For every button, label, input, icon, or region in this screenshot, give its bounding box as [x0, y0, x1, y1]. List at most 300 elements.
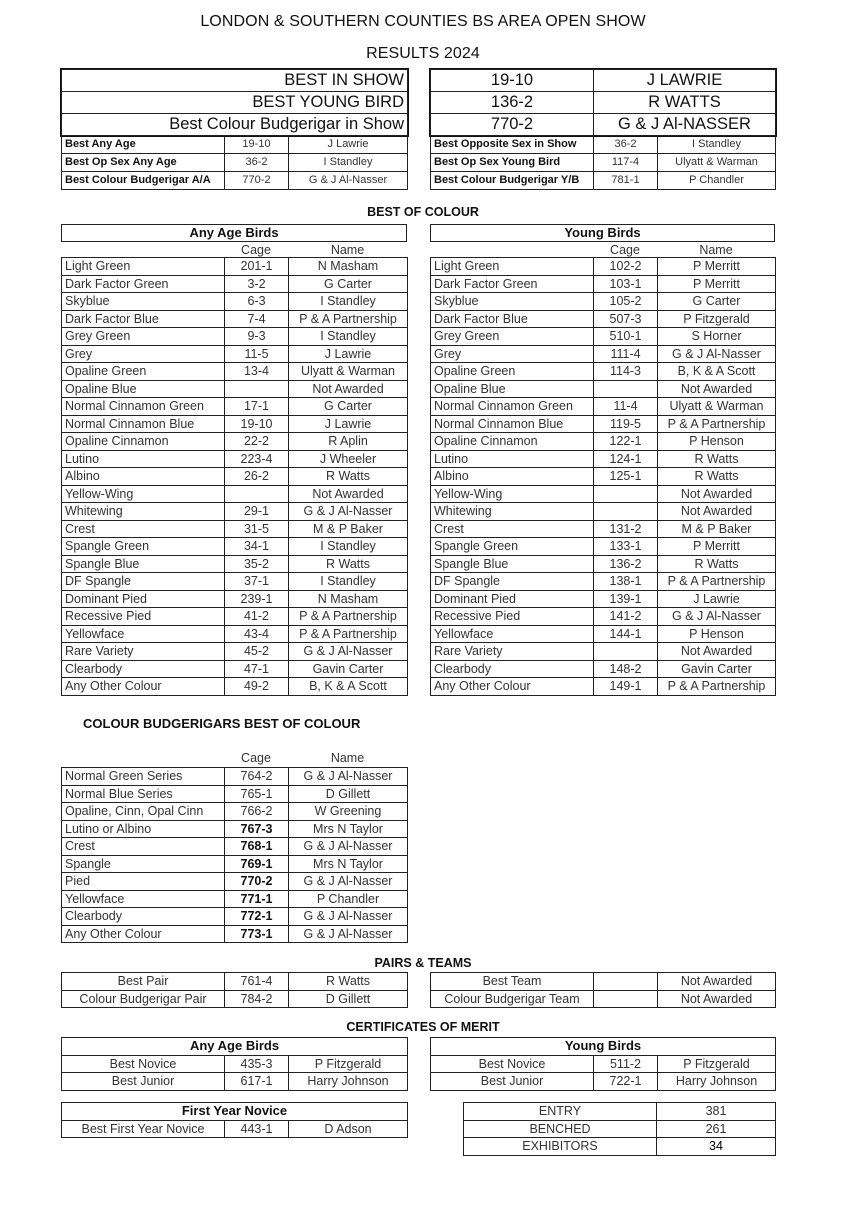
- colour-row: [62, 258, 408, 276]
- award-label: Best Junior: [62, 1073, 225, 1091]
- colour-label: Pied: [62, 873, 225, 891]
- certificates-any-age-heading: Any Age Birds: [62, 1038, 408, 1056]
- colour-label: Recessive Pied: [431, 608, 594, 626]
- exhibitor-name: J LAWRIE: [594, 70, 776, 92]
- cage-number: 105-2: [594, 293, 658, 311]
- exhibitor-name: J Lawrie: [289, 345, 408, 363]
- page-title: LONDON & SOUTHERN COUNTIES BS AREA OPEN SHOW: [200, 13, 646, 30]
- exhibitor-name: G Carter: [658, 293, 776, 311]
- exhibitor-name: Ulyatt & Warman: [658, 154, 776, 172]
- colour-label: Any Other Colour: [62, 925, 225, 943]
- colour-label: Crest: [62, 520, 225, 538]
- colour-row: [62, 485, 408, 503]
- exhibitor-name: J Lawrie: [658, 590, 776, 608]
- stat-value: 261: [657, 1120, 776, 1138]
- exhibitor-name: I Standley: [289, 573, 408, 591]
- pair-row: [62, 973, 408, 991]
- exhibitor-name: G & J Al-Nasser: [658, 608, 776, 626]
- exhibitor-name: R Watts: [658, 450, 776, 468]
- colour-row: [431, 555, 776, 573]
- cage-number: 766-2: [225, 803, 289, 821]
- colour-row: [62, 925, 408, 943]
- certificate-row: [431, 1073, 776, 1091]
- colour-label: Opaline, Cinn, Opal Cinn: [62, 803, 225, 821]
- colour-row: [62, 293, 408, 311]
- minor-award-row: [431, 136, 776, 154]
- minor-award-row: [62, 136, 408, 154]
- cage-number: 29-1: [225, 503, 289, 521]
- colour-row: [62, 873, 408, 891]
- exhibitor-name: R Watts: [658, 555, 776, 573]
- colour-label: Spangle Blue: [431, 555, 594, 573]
- exhibitor-name: Harry Johnson: [658, 1073, 776, 1091]
- cage-number: 764-2: [225, 768, 289, 786]
- colour-row: [431, 590, 776, 608]
- name-column-header: Name: [330, 243, 365, 257]
- award-label: Best Colour Budgerigar Y/B: [431, 172, 594, 190]
- cage-number: 45-2: [225, 643, 289, 661]
- cage-number: 114-3: [594, 363, 658, 381]
- stat-label: ENTRY: [464, 1103, 657, 1121]
- award-label: Best Any Age: [62, 136, 225, 154]
- exhibitor-name: G & J Al-Nasser: [289, 643, 408, 661]
- cage-number: 771-1: [225, 890, 289, 908]
- any-age-heading: Any Age Birds: [61, 224, 407, 242]
- certificates-any-age-table: [61, 1037, 408, 1091]
- colour-row: [431, 573, 776, 591]
- colour-label: Grey: [431, 345, 594, 363]
- colour-label: Grey: [62, 345, 225, 363]
- cage-number: 47-1: [225, 660, 289, 678]
- colour-label: DF Spangle: [62, 573, 225, 591]
- colour-label: Dominant Pied: [431, 590, 594, 608]
- cage-number: 49-2: [225, 678, 289, 696]
- award-label: Best Novice: [62, 1055, 225, 1073]
- major-award-row: [62, 92, 408, 114]
- colour-row: [62, 503, 408, 521]
- exhibitor-name: Not Awarded: [289, 380, 408, 398]
- major-awards-left-table: [61, 69, 408, 136]
- award-label: BEST YOUNG BIRD: [62, 92, 408, 114]
- cage-number: [594, 973, 658, 991]
- colour-row: [431, 503, 776, 521]
- cage-number: [594, 990, 658, 1008]
- colour-row: [62, 433, 408, 451]
- cage-number: 111-4: [594, 345, 658, 363]
- cage-number: 435-3: [225, 1055, 289, 1073]
- certificate-row: [62, 1120, 408, 1138]
- cage-number: 149-1: [594, 678, 658, 696]
- exhibitor-name: P Merritt: [658, 275, 776, 293]
- cage-number: 770-2: [431, 114, 594, 136]
- exhibitor-name: Not Awarded: [289, 485, 408, 503]
- colour-label: Lutino: [62, 450, 225, 468]
- certificates-young-table: [430, 1037, 776, 1091]
- colour-label: Crest: [62, 838, 225, 856]
- colour-label: Light Green: [431, 258, 594, 276]
- exhibitor-name: G & J Al-Nasser: [289, 768, 408, 786]
- colour-label: Yellowface: [431, 625, 594, 643]
- colour-row: [431, 258, 776, 276]
- any-age-colour-table: [61, 257, 408, 696]
- colour-label: Recessive Pied: [62, 608, 225, 626]
- colour-row: [431, 608, 776, 626]
- award-label: Best Junior: [431, 1073, 594, 1091]
- exhibitor-name: P & A Partnership: [289, 625, 408, 643]
- cage-column-header: Cage: [610, 243, 640, 257]
- young-best-of-colour: [430, 224, 775, 258]
- major-award-row: [62, 70, 408, 92]
- exhibitor-name: P & A Partnership: [289, 608, 408, 626]
- exhibitor-name: P Henson: [658, 625, 776, 643]
- colour-row: [62, 625, 408, 643]
- colour-label: Whitewing: [62, 503, 225, 521]
- cage-column-header: Cage: [241, 751, 271, 765]
- cage-number: 617-1: [225, 1073, 289, 1091]
- cage-number: 770-2: [225, 172, 289, 190]
- cage-number: 3-2: [225, 275, 289, 293]
- certificate-row: [62, 1055, 408, 1073]
- exhibitor-name: Harry Johnson: [289, 1073, 408, 1091]
- exhibitor-name: S Horner: [658, 328, 776, 346]
- first-year-novice-table: [61, 1102, 408, 1138]
- stat-row: [464, 1120, 776, 1138]
- colour-label: Spangle Blue: [62, 555, 225, 573]
- award-label: Best Colour Budgerigar A/A: [62, 172, 225, 190]
- minor-award-row: [62, 172, 408, 190]
- colour-row: [62, 678, 408, 696]
- cage-number: 148-2: [594, 660, 658, 678]
- award-label: Colour Budgerigar Team: [431, 990, 594, 1008]
- colour-row: [431, 433, 776, 451]
- exhibitor-name: R Watts: [289, 973, 408, 991]
- exhibitor-name: Not Awarded: [658, 973, 776, 991]
- colour-budgerigars-heading: COLOUR BUDGERIGARS BEST OF COLOUR: [83, 716, 361, 731]
- colour-label: Opaline Green: [62, 363, 225, 381]
- cage-number: 103-1: [594, 275, 658, 293]
- teams-table: [430, 972, 776, 1008]
- exhibitor-name: P Fitzgerald: [289, 1055, 408, 1073]
- colour-label: Spangle: [62, 855, 225, 873]
- colour-label: Spangle Green: [431, 538, 594, 556]
- minor-award-row: [431, 154, 776, 172]
- exhibitor-name: G & J Al-NASSER: [594, 114, 776, 136]
- cage-number: 41-2: [225, 608, 289, 626]
- colour-row: [62, 363, 408, 381]
- cage-number: 117-4: [594, 154, 658, 172]
- cage-number: 6-3: [225, 293, 289, 311]
- cage-number: 767-3: [225, 820, 289, 838]
- cage-number: 773-1: [225, 925, 289, 943]
- colour-label: Normal Cinnamon Green: [62, 398, 225, 416]
- colour-row: [431, 643, 776, 661]
- colour-row: [431, 310, 776, 328]
- stat-label: BENCHED: [464, 1120, 657, 1138]
- colour-row: [62, 908, 408, 926]
- cage-number: 11-5: [225, 345, 289, 363]
- colour-row: [431, 678, 776, 696]
- award-label: Best Op Sex Any Age: [62, 154, 225, 172]
- minor-awards-left-table: [61, 135, 408, 190]
- cage-number: 781-1: [594, 172, 658, 190]
- award-label: Colour Budgerigar Pair: [62, 990, 225, 1008]
- colour-label: Grey Green: [62, 328, 225, 346]
- colour-label: Clearbody: [62, 660, 225, 678]
- exhibitor-name: I Standley: [289, 328, 408, 346]
- name-column-header: Name: [699, 243, 733, 257]
- cage-number: 35-2: [225, 555, 289, 573]
- stat-value: 34: [657, 1138, 776, 1156]
- major-award-row: [62, 114, 408, 136]
- certificates-young-heading: Young Birds: [431, 1038, 776, 1056]
- exhibitor-name: G & J Al-Nasser: [289, 172, 408, 190]
- colour-row: [62, 380, 408, 398]
- exhibitor-name: B, K & A Scott: [658, 363, 776, 381]
- colour-label: Dark Factor Blue: [431, 310, 594, 328]
- colour-label: Lutino: [431, 450, 594, 468]
- colour-row: [431, 468, 776, 486]
- exhibitor-name: M & P Baker: [658, 520, 776, 538]
- exhibitor-name: Not Awarded: [658, 503, 776, 521]
- colour-label: Yellowface: [62, 625, 225, 643]
- cage-number: 19-10: [225, 415, 289, 433]
- colour-row: [431, 293, 776, 311]
- colour-row: [431, 328, 776, 346]
- exhibitor-name: J Lawrie: [289, 136, 408, 154]
- cage-number: [594, 380, 658, 398]
- colour-row: [431, 363, 776, 381]
- colour-label: Normal Cinnamon Green: [431, 398, 594, 416]
- exhibitor-name: G & J Al-Nasser: [289, 873, 408, 891]
- pairs-table: [61, 972, 408, 1008]
- exhibitor-name: R Watts: [289, 555, 408, 573]
- colour-label: Rare Variety: [62, 643, 225, 661]
- exhibitor-name: G Carter: [289, 275, 408, 293]
- colour-row: [62, 468, 408, 486]
- cage-number: 7-4: [225, 310, 289, 328]
- cage-number: [225, 485, 289, 503]
- cage-number: 19-10: [431, 70, 594, 92]
- colour-label: Normal Blue Series: [62, 785, 225, 803]
- cage-number: 124-1: [594, 450, 658, 468]
- colour-label: Rare Variety: [431, 643, 594, 661]
- cage-number: 136-2: [594, 555, 658, 573]
- colour-row: [62, 573, 408, 591]
- exhibitor-name: G Carter: [289, 398, 408, 416]
- colour-row: [62, 275, 408, 293]
- cage-number: 125-1: [594, 468, 658, 486]
- colour-label: Whitewing: [431, 503, 594, 521]
- cage-number: 443-1: [225, 1120, 289, 1138]
- major-award-row: [431, 114, 776, 136]
- cage-number: 36-2: [225, 154, 289, 172]
- colour-label: Yellowface: [62, 890, 225, 908]
- exhibitor-name: Gavin Carter: [658, 660, 776, 678]
- exhibitor-name: G & J Al-Nasser: [289, 838, 408, 856]
- minor-awards-right-table: [430, 135, 776, 190]
- young-colour-table: [430, 257, 776, 696]
- colour-label: Normal Cinnamon Blue: [62, 415, 225, 433]
- cage-number: 22-2: [225, 433, 289, 451]
- colour-row: [62, 328, 408, 346]
- certificate-row: [62, 1073, 408, 1091]
- colour-row: [62, 555, 408, 573]
- colour-label: Albino: [431, 468, 594, 486]
- colour-label: Opaline Blue: [431, 380, 594, 398]
- colour-row: [431, 520, 776, 538]
- major-awards-right-table: [430, 69, 776, 136]
- colour-row: [62, 590, 408, 608]
- team-row: [431, 973, 776, 991]
- cage-number: 769-1: [225, 855, 289, 873]
- cage-number: 139-1: [594, 590, 658, 608]
- colour-row: [62, 538, 408, 556]
- colour-label: Opaline Blue: [62, 380, 225, 398]
- exhibitor-name: P & A Partnership: [658, 415, 776, 433]
- colour-row: [431, 660, 776, 678]
- exhibitor-name: G & J Al-Nasser: [658, 345, 776, 363]
- exhibitor-name: Ulyatt & Warman: [658, 398, 776, 416]
- exhibitor-name: G & J Al-Nasser: [289, 925, 408, 943]
- colour-row: [62, 520, 408, 538]
- colour-row: [62, 643, 408, 661]
- cage-number: [594, 643, 658, 661]
- award-label: Best Pair: [62, 973, 225, 991]
- award-label: Best Opposite Sex in Show: [431, 136, 594, 154]
- colour-label: Dark Factor Green: [431, 275, 594, 293]
- cage-number: 26-2: [225, 468, 289, 486]
- cage-number: 11-4: [594, 398, 658, 416]
- cage-number: [594, 503, 658, 521]
- colour-row: [431, 625, 776, 643]
- cage-number: 511-2: [594, 1055, 658, 1073]
- colour-label: Lutino or Albino: [62, 820, 225, 838]
- cage-number: 19-10: [225, 136, 289, 154]
- colour-label: Grey Green: [431, 328, 594, 346]
- exhibitor-name: P & A Partnership: [289, 310, 408, 328]
- colour-row: [62, 660, 408, 678]
- colour-label: Spangle Green: [62, 538, 225, 556]
- first-year-novice-heading: First Year Novice: [62, 1103, 408, 1121]
- exhibitor-name: N Masham: [289, 590, 408, 608]
- exhibitor-name: Mrs N Taylor: [289, 855, 408, 873]
- cage-number: 13-4: [225, 363, 289, 381]
- exhibitor-name: R Watts: [658, 468, 776, 486]
- cage-number: 722-1: [594, 1073, 658, 1091]
- colour-label: Opaline Green: [431, 363, 594, 381]
- exhibitor-name: B, K & A Scott: [289, 678, 408, 696]
- young-heading: Young Birds: [430, 224, 775, 242]
- cage-number: 144-1: [594, 625, 658, 643]
- colour-label: Clearbody: [62, 908, 225, 926]
- award-label: Best First Year Novice: [62, 1120, 225, 1138]
- exhibitor-name: R WATTS: [594, 92, 776, 114]
- colour-label: Skyblue: [431, 293, 594, 311]
- colour-row: [62, 890, 408, 908]
- cage-number: 136-2: [431, 92, 594, 114]
- colour-row: [62, 838, 408, 856]
- exhibitor-name: I Standley: [289, 154, 408, 172]
- colour-row: [62, 855, 408, 873]
- exhibitor-name: J Lawrie: [289, 415, 408, 433]
- exhibitor-name: P Merritt: [658, 258, 776, 276]
- stat-label: EXHIBITORS: [464, 1138, 657, 1156]
- exhibitor-name: W Greening: [289, 803, 408, 821]
- colour-row: [62, 820, 408, 838]
- exhibitor-name: P & A Partnership: [658, 678, 776, 696]
- exhibitor-name: G & J Al-Nasser: [289, 908, 408, 926]
- exhibitor-name: Not Awarded: [658, 990, 776, 1008]
- colour-row: [62, 310, 408, 328]
- colour-budgerigars-column-headers: [61, 750, 407, 766]
- award-label: Best Colour Budgerigar in Show: [62, 114, 408, 136]
- colour-label: Dark Factor Green: [62, 275, 225, 293]
- cage-number: 43-4: [225, 625, 289, 643]
- cage-number: 133-1: [594, 538, 658, 556]
- cage-number: 507-3: [594, 310, 658, 328]
- exhibitor-name: R Watts: [289, 468, 408, 486]
- stat-row: [464, 1103, 776, 1121]
- exhibitor-name: Not Awarded: [658, 485, 776, 503]
- colour-row: [62, 608, 408, 626]
- cage-number: 34-1: [225, 538, 289, 556]
- cage-number: 770-2: [225, 873, 289, 891]
- colour-label: Skyblue: [62, 293, 225, 311]
- colour-row: [62, 768, 408, 786]
- colour-row: [431, 345, 776, 363]
- award-label: BEST IN SHOW: [62, 70, 408, 92]
- cage-number: 9-3: [225, 328, 289, 346]
- colour-row: [431, 275, 776, 293]
- pair-row: [62, 990, 408, 1008]
- cage-number: 201-1: [225, 258, 289, 276]
- exhibitor-name: P Merritt: [658, 538, 776, 556]
- exhibitor-name: R Aplin: [289, 433, 408, 451]
- cage-number: 119-5: [594, 415, 658, 433]
- colour-label: Yellow-Wing: [431, 485, 594, 503]
- exhibitor-name: P Chandler: [658, 172, 776, 190]
- exhibitor-name: Not Awarded: [658, 643, 776, 661]
- major-award-row: [431, 92, 776, 114]
- cage-number: 223-4: [225, 450, 289, 468]
- pairs-teams-heading: PAIRS & TEAMS: [374, 956, 472, 970]
- cage-column-header: Cage: [241, 243, 271, 257]
- exhibitor-name: Gavin Carter: [289, 660, 408, 678]
- cage-number: 122-1: [594, 433, 658, 451]
- colour-label: Yellow-Wing: [62, 485, 225, 503]
- cage-number: 17-1: [225, 398, 289, 416]
- stat-value: 381: [657, 1103, 776, 1121]
- minor-award-row: [62, 154, 408, 172]
- colour-row: [431, 398, 776, 416]
- certificate-row: [431, 1055, 776, 1073]
- colour-label: Dominant Pied: [62, 590, 225, 608]
- colour-row: [431, 415, 776, 433]
- colour-row: [431, 450, 776, 468]
- colour-label: Crest: [431, 520, 594, 538]
- exhibitor-name: M & P Baker: [289, 520, 408, 538]
- exhibitor-name: G & J Al-Nasser: [289, 503, 408, 521]
- team-row: [431, 990, 776, 1008]
- cage-number: 784-2: [225, 990, 289, 1008]
- exhibitor-name: N Masham: [289, 258, 408, 276]
- exhibitor-name: D Gillett: [289, 990, 408, 1008]
- exhibitor-name: I Standley: [289, 293, 408, 311]
- show-stats-table: [463, 1102, 776, 1156]
- colour-row: [62, 345, 408, 363]
- colour-row: [431, 485, 776, 503]
- exhibitor-name: Not Awarded: [658, 380, 776, 398]
